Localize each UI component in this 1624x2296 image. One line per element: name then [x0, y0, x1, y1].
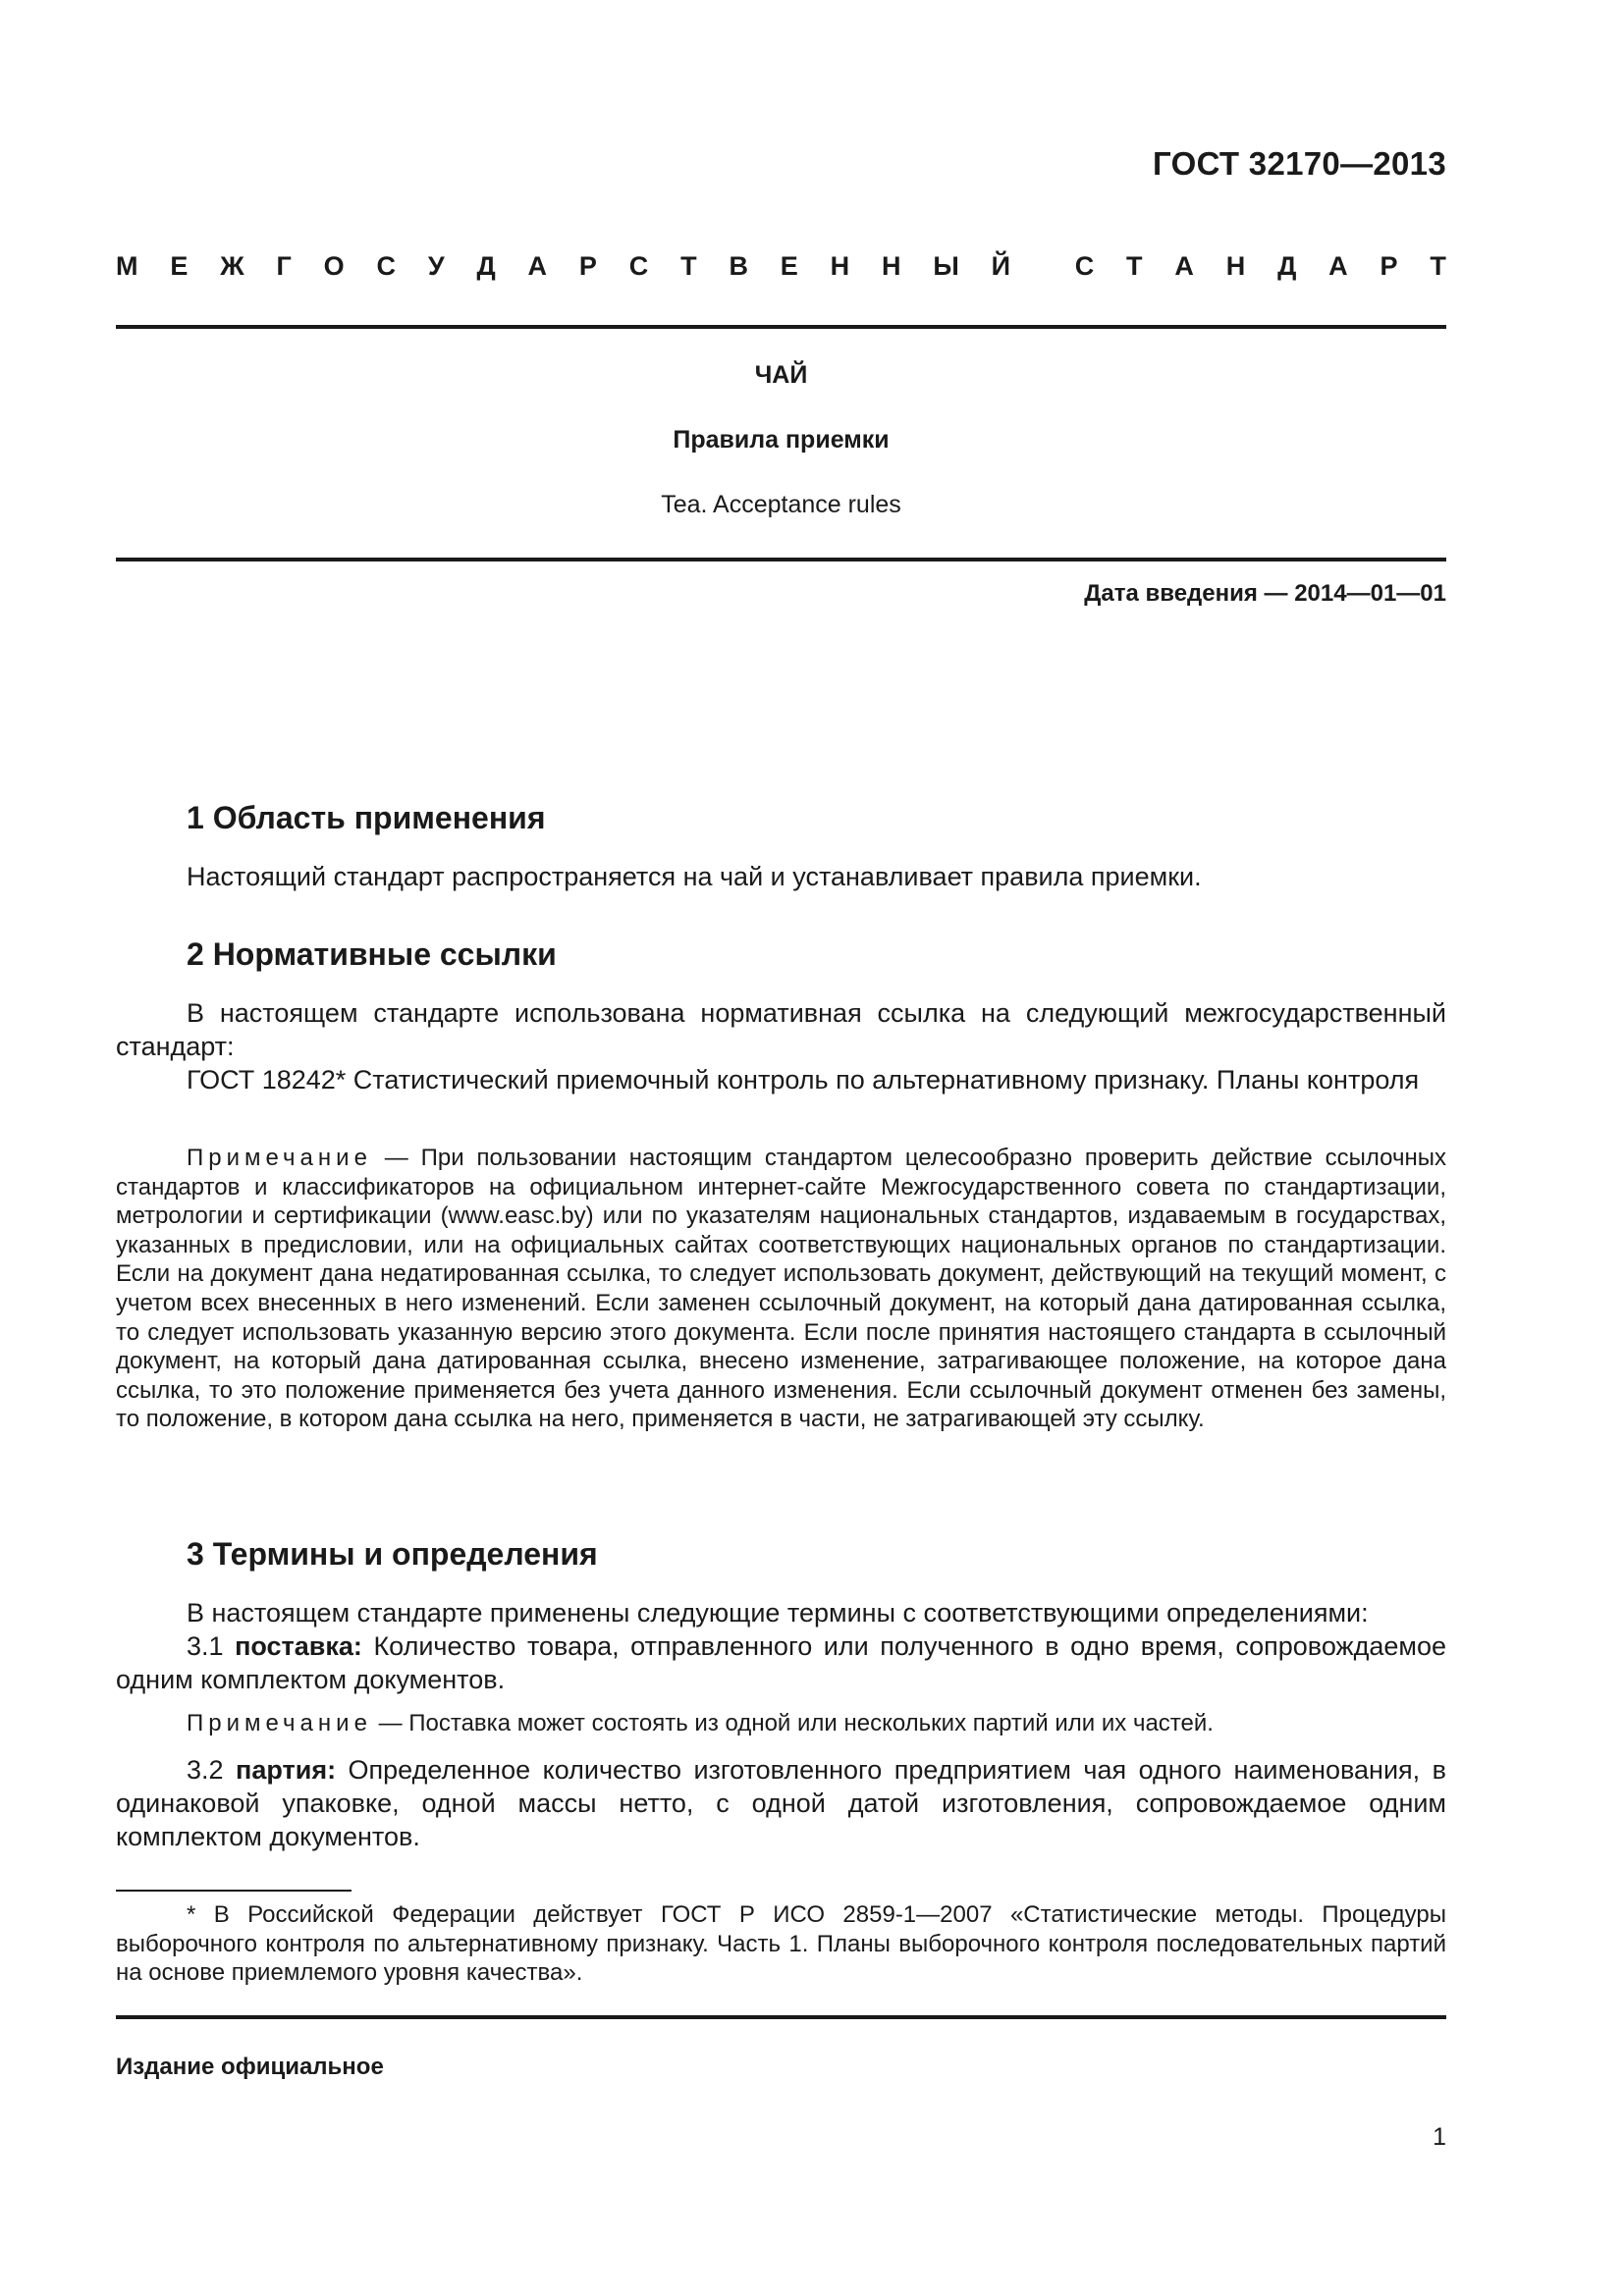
note-label: Примечание [187, 1145, 372, 1171]
term-3-1 [116, 1629, 1446, 1696]
standard-type-letter: Е [170, 251, 189, 281]
standard-type-letter: А [1174, 251, 1194, 281]
footnote [116, 1900, 1446, 1988]
term-number: 3.1 [187, 1631, 236, 1661]
standard-type-letter: А [527, 251, 548, 281]
standard-type-letter: С [628, 251, 649, 281]
section-3-intro: В настоящем стандарте применены следующие термины с соответствующими определениями: [187, 1598, 1369, 1628]
standard-type-letter: Н [881, 251, 901, 281]
section-2-paragraph-2: ГОСТ 18242* Статистический приемочный контроль по альтернативному признаку. Планы контроля [187, 1065, 1420, 1095]
standard-type-letter: Р [1380, 251, 1398, 281]
introduction-date: Дата введения — 2014—01—01 [1084, 580, 1446, 607]
footnote-marker: * [187, 1901, 196, 1928]
section-1-text: Настоящий стандарт распространяется на чай и устанавливает правила приемки. [187, 862, 1202, 891]
standard-type-letter: Е [780, 251, 798, 281]
section-2-heading: 2 Нормативные ссылки [187, 936, 557, 972]
standard-type-letter: Д [476, 251, 496, 281]
standard-type-letter: Н [830, 251, 850, 281]
standard-type-letter: О [323, 251, 345, 281]
document-title: ЧАЙ [754, 361, 808, 389]
standard-type-letter: В [729, 251, 748, 281]
gost-number: ГОСТ 32170—2013 [1153, 145, 1446, 182]
section-1-heading: 1 Область применения [187, 800, 546, 835]
term-name: поставка: [235, 1631, 362, 1661]
standard-type-letter: Ы [933, 251, 959, 281]
standard-type-letter: Т [1126, 251, 1143, 281]
standard-type-letter: М [116, 251, 138, 281]
standard-type-letter: Н [1225, 251, 1246, 281]
footnote-text: В Российской Федерации действует ГОСТ Р ИСО 2859-1—2007 «Статистические методы. Процедуры выборочного контроля по альтернативному признаку. Часть 1. Планы выборочного контроля последовательных партий на основе приемлемого уровня качества». [116, 1901, 1446, 1987]
standard-type-letter: Ж [220, 251, 244, 281]
section-2-paragraph-1: В настоящем стандарте использована нормативная ссылка на следующий межгосударственный стандарт: [116, 998, 1446, 1061]
header-rule [116, 325, 1446, 329]
standard-type-letter: У [427, 251, 445, 281]
standard-type-letter: С [376, 251, 396, 281]
standard-type-letter: Р [578, 251, 597, 281]
note-text: — При пользовании настоящим стандартом целесообразно проверить действие ссылочных стандартов и классификаторов на официальном интернет-сайте Межгосударственного совета по стандартизации, метрологии и сертификации (www.easc.by) или по указателям национальных стандартов, издаваемым в государствах, указанных в предисловии, или на официальных сайтах соответствующих национальных органов по стандартизации. Если на документ дана недатированная ссылка, то следует использовать документ, действующий на текущий момент, с учетом всех внесенных в него изменений. Если заменен ссылочный документ, на который дана датированная ссылка, то следует использовать указанную версию этого документа. Если после принятия настоящего стандарта в ссылочный документ, на который дана датированная ссылка, внесено изменение, затрагивающее положение, на которое дана ссылка, то это положение применяется без учета данного изменения. Если ссылочный документ отменен без замены, то положение, в котором дана ссылка на него, применяется в части, не затрагивающей эту ссылку. [116, 1145, 1446, 1433]
page-number: 1 [1433, 2123, 1446, 2151]
footnote-separator [116, 1890, 352, 1892]
term-number: 3.2 [187, 1755, 237, 1785]
standard-type-letter: А [1328, 251, 1348, 281]
section-3-heading: 3 Термины и определения [187, 1536, 598, 1572]
standard-type-letter: Т [1430, 251, 1446, 281]
section-2-note [116, 1144, 1446, 1434]
standard-type-letter: Т [680, 251, 697, 281]
standard-type-letter: Й [991, 251, 1011, 281]
term-3-1-note [116, 1709, 1446, 1738]
note-text: — Поставка может состоять из одной или нескольких партий или их частей. [371, 1710, 1214, 1736]
term-definition: Количество товара, отправленного или полученного в одно время, сопровождаемое одним комплектом документов. [116, 1631, 1446, 1694]
official-edition-label: Издание официальное [116, 2054, 384, 2080]
standard-type-heading [116, 251, 1446, 282]
standard-type-letter: С [1074, 251, 1095, 281]
english-title: Tea. Acceptance rules [661, 491, 901, 518]
term-name: партия: [236, 1755, 337, 1785]
term-3-2 [116, 1753, 1446, 1853]
standard-type-letter: Д [1277, 251, 1297, 281]
title-rule [116, 558, 1446, 561]
footer-rule [116, 2015, 1446, 2019]
document-subtitle: Правила приемки [673, 426, 890, 454]
standard-type-letter: Г [276, 251, 292, 281]
note-label: Примечание [187, 1710, 372, 1736]
term-definition: Определенное количество изготовленного предприятием чая одного наименования, в одинаковой упаковке, одной массы нетто, с одной датой изготовления, сопровождаемое одним комплектом документов. [116, 1755, 1446, 1851]
